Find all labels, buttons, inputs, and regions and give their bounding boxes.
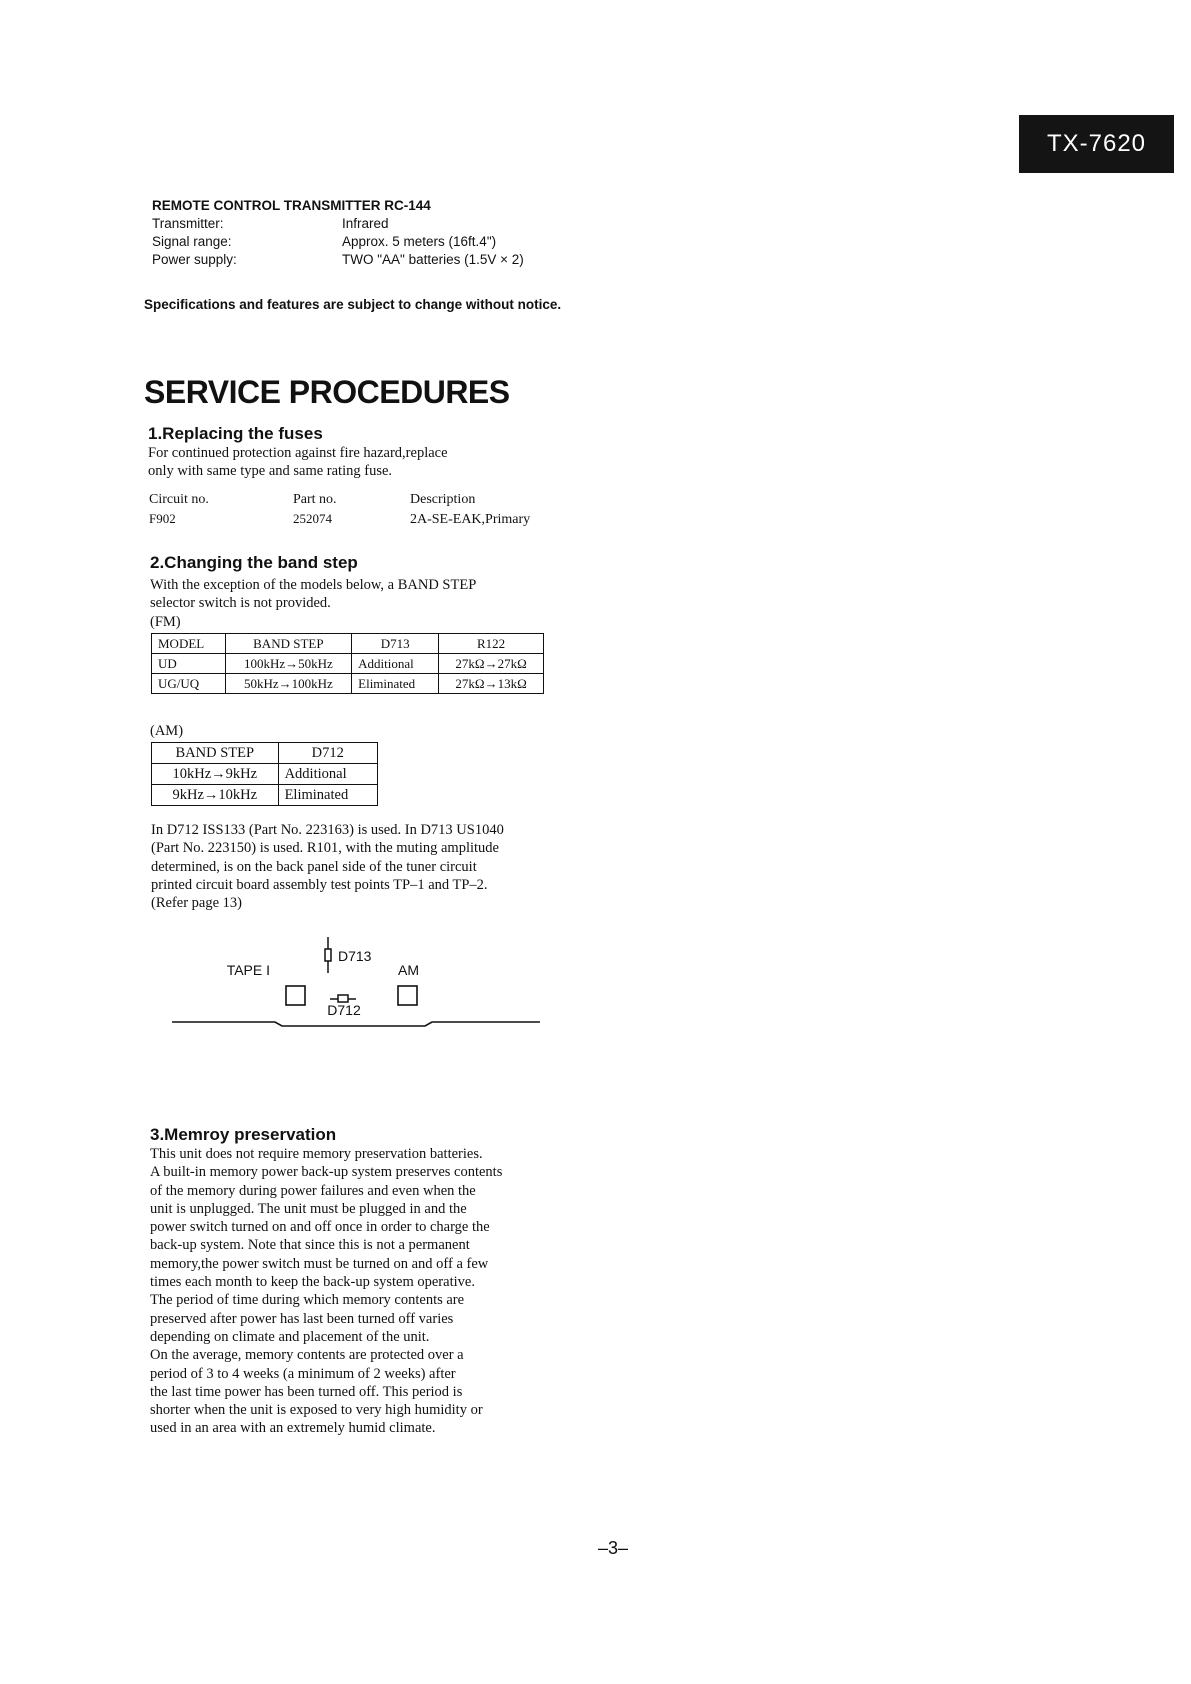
text-line: selector switch is not provided. <box>150 595 331 612</box>
table-header: BAND STEP <box>225 634 352 654</box>
spec-row-transmitter <box>152 216 652 233</box>
d713-component <box>325 937 331 973</box>
text-line: (Part No. 223150) is used. R101, with the muting amplitude <box>151 840 499 857</box>
spec-value: Infrared <box>342 216 389 231</box>
text-line: only with same type and same rating fuse. <box>148 463 393 480</box>
text-line: preserved after power has last been turned off varies <box>150 1310 454 1327</box>
table-cell: 27kΩ→13kΩ <box>439 674 544 694</box>
fuses-description <box>148 444 448 481</box>
text-line: power switch turned on and off once in order to charge the <box>150 1219 490 1236</box>
table-cell: 100kHz→50kHz <box>225 654 352 674</box>
d713-label: D713 <box>338 948 372 964</box>
table-cell: 9kHz→10kHz <box>152 785 279 806</box>
spec-label: Signal range: <box>152 234 232 249</box>
am-test-point <box>398 986 417 1005</box>
table-cell: Additional <box>278 764 377 785</box>
am-point-label: AM <box>398 962 419 978</box>
table-header: MODEL <box>152 634 226 654</box>
table-cell: 50kHz→100kHz <box>225 674 352 694</box>
spec-label: Transmitter: <box>152 216 224 231</box>
fuse-part-no: 252074 <box>293 511 332 526</box>
text-line: In D712 ISS133 (Part No. 223163) is used. In D713 US1040 <box>151 822 504 838</box>
am-label: (AM) <box>150 723 184 739</box>
remote-spec-title: REMOTE CONTROL TRANSMITTER RC-144 <box>152 198 431 213</box>
text-line: For continued protection against fire hazard,replace <box>148 445 448 461</box>
table-header: R122 <box>439 634 544 654</box>
text-line: determined, is on the back panel side of the tuner circuit <box>151 858 477 875</box>
diode-note <box>151 821 504 912</box>
table-header: BAND STEP <box>152 743 279 764</box>
band-step-description <box>150 576 476 631</box>
text-line: The period of time during which memory contents are <box>150 1292 465 1309</box>
spec-row-power-supply <box>152 252 652 269</box>
table-row <box>152 785 378 806</box>
tape-label: TAPE I <box>226 962 270 978</box>
page-number: –3– <box>598 1538 629 1558</box>
tape-test-point <box>286 986 305 1005</box>
text-line: (Refer page 13) <box>151 895 242 912</box>
fuse-description: 2A-SE-EAK,Primary <box>410 512 531 527</box>
spec-value: TWO "AA" batteries (1.5V × 2) <box>342 252 524 267</box>
fuse-header-part: Part no. <box>293 492 337 507</box>
am-band-step-table <box>151 742 378 806</box>
text-line: memory,the power switch must be turned on and off a few <box>150 1255 489 1272</box>
text-line: shorter when the unit is exposed to very high humidity or <box>150 1402 483 1419</box>
section-heading-fuses: 1.Replacing the fuses <box>148 424 323 443</box>
fm-band-step-table <box>151 633 544 694</box>
text-line: of the memory during power failures and even when the <box>150 1182 476 1199</box>
table-row <box>152 634 544 654</box>
text-line: On the average, memory contents are protected over a <box>150 1347 464 1364</box>
table-cell: 27kΩ→27kΩ <box>439 654 544 674</box>
text-line: back-up system. Note that since this is not a permanent <box>150 1237 470 1254</box>
memory-description <box>150 1145 502 1438</box>
text-line: A built-in memory power back-up system preserves contents <box>150 1164 503 1181</box>
table-cell: UD <box>152 654 226 674</box>
page-title: SERVICE PROCEDURES <box>144 374 510 410</box>
fuse-header-circuit: Circuit no. <box>149 492 209 507</box>
table-row <box>152 743 378 764</box>
fuse-header-description: Description <box>410 492 476 507</box>
table-row <box>152 674 544 694</box>
text-line: used in an area with an extremely humid climate. <box>150 1420 436 1437</box>
table-cell: Additional <box>352 654 439 674</box>
table-cell: 10kHz→9kHz <box>152 764 279 785</box>
d712-label: D712 <box>327 1002 361 1018</box>
model-badge: TX-7620 <box>1019 115 1174 173</box>
text-line: With the exception of the models below, a BAND STEP <box>150 577 477 593</box>
section-heading-memory: 3.Memroy preservation <box>150 1125 337 1144</box>
text-line: times each month to keep the back-up system operative. <box>150 1274 475 1291</box>
text-line: period of 3 to 4 weeks (a minimum of 2 weeks) after <box>150 1365 456 1382</box>
table-cell: Eliminated <box>278 785 377 806</box>
text-line: the last time power has been turned off. This period is <box>150 1383 463 1400</box>
table-header: D712 <box>278 743 377 764</box>
d712-component <box>330 995 356 1002</box>
table-cell: Eliminated <box>352 674 439 694</box>
table-cell: UG/UQ <box>152 674 226 694</box>
text-line: printed circuit board assembly test points TP–1 and TP–2. <box>151 876 488 893</box>
spec-value: Approx. 5 meters (16ft.4") <box>342 234 497 249</box>
change-notice: Specifications and features are subject to change without notice. <box>144 297 562 312</box>
text-line: depending on climate and placement of the unit. <box>150 1328 430 1345</box>
fm-label: (FM) <box>150 613 181 630</box>
board-edge-line <box>172 1022 540 1026</box>
text-line: unit is unplugged. The unit must be plugged in and the <box>150 1200 467 1217</box>
table-header: D713 <box>352 634 439 654</box>
text-line: This unit does not require memory preservation batteries. <box>150 1146 483 1162</box>
spec-row-signal-range <box>152 234 652 251</box>
fuse-circuit-no: F902 <box>149 511 176 526</box>
test-point-diagram <box>170 935 550 1035</box>
table-row <box>152 764 378 785</box>
table-row <box>152 654 544 674</box>
section-heading-band-step: 2.Changing the band step <box>150 553 358 572</box>
spec-label: Power supply: <box>152 252 237 267</box>
